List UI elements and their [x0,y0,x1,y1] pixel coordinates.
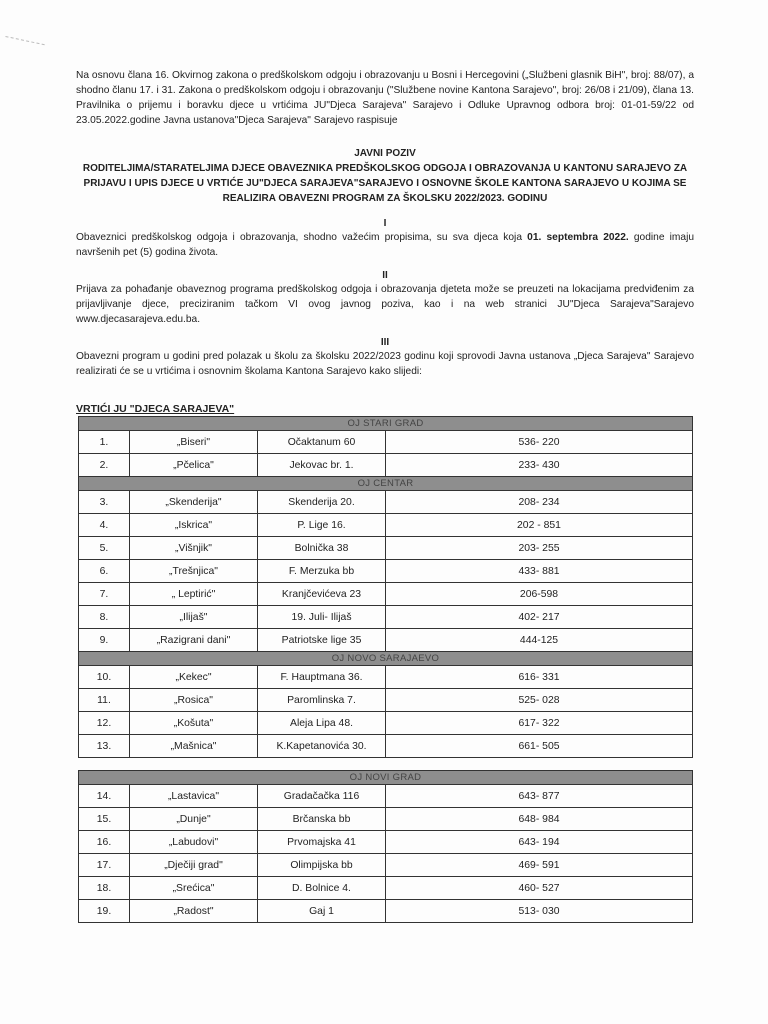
kindergarten-phone: 617- 322 [386,712,693,735]
kindergarten-phone: 469- 591 [386,854,693,877]
row-number: 6. [79,560,130,583]
kindergarten-name: „Rosica" [130,689,258,712]
kindergarten-name: „Dječiji grad" [130,854,258,877]
section-3-text: Obavezni program u godini pred polazak u školu za školsku 2022/2023 godinu koji sprovodi Javna ustanova „Djeca Sarajeva" Sarajevo realizirati će se u vrtićima i osnovnim školama Kantona Sarajevo kako slijedi: [76,351,694,377]
section-number-1: I [383,218,387,229]
kindergartens-heading: VRTIĆI JU "DJECA SARAJEVA" [76,403,235,415]
table-row [79,877,693,900]
kindergarten-address: Patriotske lige 35 [258,629,386,652]
kindergarten-name: „Skenderija" [130,491,258,514]
row-number: 4. [79,514,130,537]
kindergarten-name: „ Leptirić" [130,583,258,606]
kindergarten-name: „Biseri" [130,431,258,454]
group-header-row [79,477,693,491]
table-row [79,712,693,735]
table-row [79,431,693,454]
kindergarten-address: Gradačačka 116 [258,785,386,808]
row-number: 17. [79,854,130,877]
kindergarten-address: Bolnička 38 [258,537,386,560]
kindergarten-address: Jekovac br. 1. [258,454,386,477]
row-number: 7. [79,583,130,606]
row-number: 16. [79,831,130,854]
table-row [79,606,693,629]
title-line-1: JAVNI POZIV [354,148,416,159]
kindergarten-name: „Kekec" [130,666,258,689]
kindergarten-name: „Pčelica" [130,454,258,477]
section-1-text-post: godine imaju navršenih pet (5) godina života. [76,232,695,258]
kindergarten-address: K.Kapetanovića 30. [258,735,386,758]
title-line-2: RODITELJIMA/STARATELJIMA DJECE OBAVEZNIKA PREDŠKOLSKOG ODGOJA I OBRAZOVANJA U KANTONU SARAJEVO ZA PRIJAVU I UPIS DJECE U VRTIĆE JU"DJECA SARAJEVA"SARAJEVO I OSNOVNE ŠKOLE KANTONA SARAJEVO U KOJIMA SE REALIZIRA OBAVEZNI PROGRAM ZA ŠKOLSKU 2022/2023. GODINU [82,163,688,204]
table-row [79,831,693,854]
table-spacer-row [79,758,693,771]
kindergarten-address: Gaj 1 [258,900,386,923]
row-number: 3. [79,491,130,514]
kindergarten-name: „Razigrani dani" [130,629,258,652]
kindergarten-phone: 208- 234 [386,491,693,514]
table-row [79,537,693,560]
kindergarten-phone: 402- 217 [386,606,693,629]
table-row [79,808,693,831]
group-header-row [79,652,693,666]
kindergarten-address: Prvomajska 41 [258,831,386,854]
kindergarten-phone: 202 - 851 [386,514,693,537]
table-row [79,666,693,689]
kindergarten-address: Kranjčevićeva 23 [258,583,386,606]
kindergarten-phone: 643- 877 [386,785,693,808]
section-1-bold-date: 01. septembra 2022. [527,232,629,243]
table-row [79,785,693,808]
kindergarten-address: F. Hauptmana 36. [258,666,386,689]
row-number: 9. [79,629,130,652]
document-title [76,146,694,206]
row-number: 15. [79,808,130,831]
kindergarten-phone: 233- 430 [386,454,693,477]
kindergarten-phone: 513- 030 [386,900,693,923]
kindergarten-phone: 460- 527 [386,877,693,900]
row-number: 12. [79,712,130,735]
kindergarten-address: Paromlinska 7. [258,689,386,712]
kindergarten-address: Olimpijska bb [258,854,386,877]
group-header-row [79,771,693,785]
table-row [79,514,693,537]
kindergartens-table [78,416,693,923]
row-number: 13. [79,735,130,758]
kindergarten-phone: 643- 194 [386,831,693,854]
table-row [79,900,693,923]
table-row [79,629,693,652]
section-number-3: III [380,337,390,348]
row-number: 2. [79,454,130,477]
table-row [79,735,693,758]
section-2-text: Prijava za pohađanje obaveznog programa predškolskog odgoja i obrazovanja djeteta može se preuzeti na lokacijama predviđenim za prijavljivanje djece, preciziranim tačkom VI ovog javnog poziva, kao i na web stranici JU"Djeca Sarajeva"Sarajevo www.djecasarajeva.edu.ba. [76,284,694,325]
table-row [79,560,693,583]
kindergarten-address: P. Lige 16. [258,514,386,537]
kindergarten-phone: 206-598 [386,583,693,606]
kindergarten-phone: 661- 505 [386,735,693,758]
kindergarten-name: „Dunje" [130,808,258,831]
kindergarten-phone: 616- 331 [386,666,693,689]
kindergarten-name: „Labudovi" [130,831,258,854]
kindergarten-name: „Košuta" [130,712,258,735]
row-number: 11. [79,689,130,712]
kindergarten-address: Skenderija 20. [258,491,386,514]
row-number: 18. [79,877,130,900]
table-spacer-cell [79,758,693,771]
kindergarten-name: „Višnjik" [130,537,258,560]
table-row [79,583,693,606]
section-1-text [76,230,694,260]
kindergarten-phone: 536- 220 [386,431,693,454]
kindergarten-address: Brčanska bb [258,808,386,831]
section-1-text-pre: Obaveznici predškolskog odgoja i obrazovanja, shodno važećim propisima, su sva djeca koja [76,232,528,243]
row-number: 14. [79,785,130,808]
kindergarten-phone: 203- 255 [386,537,693,560]
row-number: 8. [79,606,130,629]
group-header: OJ NOVO SARAJAEVO [79,652,693,666]
kindergarten-name: „Iskrica" [130,514,258,537]
row-number: 10. [79,666,130,689]
row-number: 1. [79,431,130,454]
kindergarten-address: Očaktanum 60 [258,431,386,454]
table-row [79,454,693,477]
group-header-row [79,417,693,431]
kindergarten-name: „Radost" [130,900,258,923]
kindergarten-name: „Lastavica" [130,785,258,808]
kindergarten-name: „Srećica" [130,877,258,900]
kindergarten-address: Aleja Lipa 48. [258,712,386,735]
group-header: OJ STARI GRAD [79,417,693,431]
table-row [79,689,693,712]
kindergarten-address: F. Merzuka bb [258,560,386,583]
group-header: OJ CENTAR [79,477,693,491]
kindergarten-name: „Trešnjica" [130,560,258,583]
kindergarten-name: „Mašnica" [130,735,258,758]
section-number-2: II [382,270,388,281]
row-number: 19. [79,900,130,923]
kindergarten-phone: 525- 028 [386,689,693,712]
kindergarten-phone: 433- 881 [386,560,693,583]
row-number: 5. [79,537,130,560]
kindergarten-address: 19. Juli- Ilijaš [258,606,386,629]
kindergarten-address: D. Bolnice 4. [258,877,386,900]
table-row [79,491,693,514]
scan-artifact [3,36,44,55]
intro-paragraph: Na osnovu člana 16. Okvirnog zakona o predškolskom odgoju i obrazovanju u Bosni i Hercegovini („Službeni glasnik BiH", broj: 88/07), a shodno članu 17. i 31. Zakona o predškolskom odgoju i obrazovanju ("Službene novine Kantona Sarajevo", broj: 26/08 i 21/09), člana 13. Pravilnika o prijemu i boravku djece u vrtićima JU"Djeca Sarajeva" Sarajevo i Odluke Upravnog odbora broj: 01-01-59/22 od 23.05.2022.godine Javna ustanova"Djeca Sarajeva" Sarajevo raspisuje [76,70,694,126]
table-row [79,854,693,877]
kindergarten-phone: 444-125 [386,629,693,652]
kindergarten-phone: 648- 984 [386,808,693,831]
group-header: OJ NOVI GRAD [79,771,693,785]
kindergarten-name: „Ilijaš" [130,606,258,629]
